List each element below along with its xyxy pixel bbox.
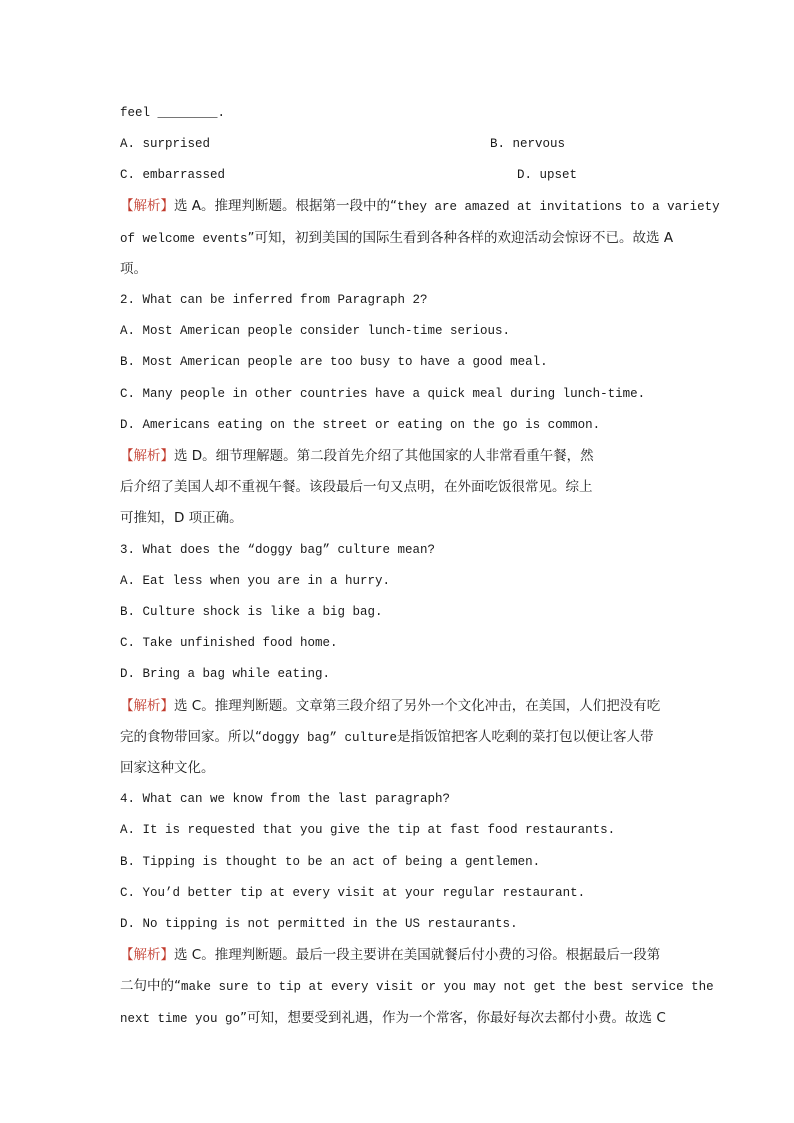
q2-option-b: B. Most American people are too busy to have a good meal. — [120, 355, 548, 369]
q2-option-a: A. Most American people consider lunch-time serious. — [120, 324, 511, 338]
q1-option-c: C. embarrassed — [120, 168, 226, 182]
analysis-quote: make sure to tip at every visit or you may not get the best service the — [181, 980, 714, 994]
analysis-quote: doggy bag” culture — [262, 731, 398, 745]
q2-stem: 2. What can be inferred from Paragraph 2? — [120, 293, 428, 307]
analysis-text: ”可知，初到美国的国际生看到各种各样的欢迎活动会惊讶不已。故选 A — [247, 230, 674, 246]
q2-analysis-line-3: 可推知，D 项正确。 — [120, 510, 243, 526]
q4-option-b: B. Tipping is thought to be an act of being a gentlemen. — [120, 855, 541, 869]
q4-option-c: C. You’d better tip at every visit at your regular restaurant. — [120, 886, 586, 900]
analysis-quote: they are amazed at invitations to a variety — [397, 200, 720, 214]
analysis-tag: 【解析】 — [120, 947, 174, 963]
q4-stem: 4. What can we know from the last paragraph? — [120, 792, 451, 806]
analysis-text: 选 C。推理判断题。最后一段主要讲在美国就餐后付小费的习俗。根据最后一段第 — [174, 947, 661, 963]
analysis-text: 选 C。推理判断题。文章第三段介绍了另外一个文化冲击，在美国，人们把没有吃 — [174, 698, 661, 714]
q3-analysis-line-3: 回家这种文化。 — [120, 760, 215, 776]
analysis-text: 选 D。细节理解题。第二段首先介绍了其他国家的人非常看重午餐，然 — [174, 448, 594, 464]
analysis-text: 选 A。推理判断题。根据第一段中的“ — [174, 198, 398, 214]
q1-options-ab — [120, 135, 704, 153]
q4-option-d: D. No tipping is not permitted in the US restaurants. — [120, 917, 518, 931]
q2-option-c: C. Many people in other countries have a quick meal during lunch-time. — [120, 387, 646, 401]
q1-option-a: A. surprised — [120, 137, 211, 151]
q3-analysis-line-1 — [120, 697, 704, 716]
q4-analysis-line-1 — [120, 946, 704, 965]
q1-option-b: B. nervous — [490, 137, 566, 151]
analysis-quote: next time you go — [120, 1012, 241, 1026]
q3-option-c: C. Take unfinished food home. — [120, 636, 338, 650]
q1-stem-tail: feel ________. — [120, 106, 226, 120]
analysis-text: 二句中的“ — [120, 978, 181, 994]
q3-option-d: D. Bring a bag while eating. — [120, 667, 331, 681]
q1-analysis-line-1 — [120, 197, 720, 216]
analysis-text: 完的食物带回家。所以“ — [120, 729, 262, 745]
q3-option-b: B. Culture shock is like a big bag. — [120, 605, 383, 619]
q2-option-d: D. Americans eating on the street or eating on the go is common. — [120, 418, 601, 432]
analysis-quote: of welcome events — [120, 232, 248, 246]
q1-analysis-line-2 — [120, 229, 704, 248]
analysis-tag: 【解析】 — [120, 198, 174, 214]
q3-analysis-line-2 — [120, 728, 704, 747]
q4-option-a: A. It is requested that you give the tip at fast food restaurants. — [120, 823, 616, 837]
q4-analysis-line-2 — [120, 977, 714, 996]
q1-option-d: D. upset — [517, 168, 578, 182]
analysis-tag: 【解析】 — [120, 698, 174, 714]
analysis-tag: 【解析】 — [120, 448, 174, 464]
q3-stem: 3. What does the “doggy bag” culture mean? — [120, 543, 436, 557]
q3-option-a: A. Eat less when you are in a hurry. — [120, 574, 391, 588]
q1-options-cd — [120, 166, 704, 184]
q1-analysis-line-3: 项。 — [120, 261, 147, 277]
analysis-text: 是指饭馆把客人吃剩的菜打包以便让客人带 — [397, 729, 654, 745]
analysis-text: ”可知，想要受到礼遇，作为一个常客，你最好每次去都付小费。故选 C — [240, 1010, 666, 1026]
q4-analysis-line-3 — [120, 1009, 704, 1028]
q2-analysis-line-2: 后介绍了美国人却不重视午餐。该段最后一句又点明，在外面吃饭很常见。综上 — [120, 479, 593, 495]
q2-analysis-line-1 — [120, 447, 704, 466]
